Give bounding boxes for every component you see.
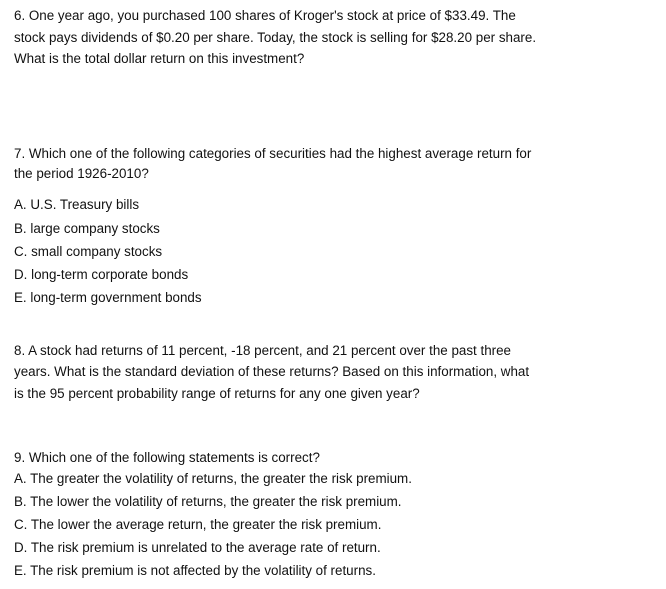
question-7-option-d: D. long-term corporate bonds <box>14 267 189 282</box>
question-8-text-line-3: is the 95 percent probability range of returns for any one given year? <box>14 386 420 401</box>
question-7-option-c: C. small company stocks <box>14 244 163 259</box>
question-7-option-b: B. large company stocks <box>14 221 160 236</box>
question-6-text-line-1: 6. One year ago, you purchased 100 shares of Kroger's stock at price of $33.49. The <box>14 8 516 23</box>
question-6-text-line-2: stock pays dividends of $0.20 per share. Today, the stock is selling for $28.20 per share. <box>14 30 537 45</box>
question-7-text-line-1: 7. Which one of the following categories of securities had the highest average return for <box>14 146 532 161</box>
question-9-option-b: B. The lower the volatility of returns, the greater the risk premium. <box>14 494 402 509</box>
question-9-option-c: C. The lower the average return, the greater the risk premium. <box>14 517 382 532</box>
question-6-text-line-3: What is the total dollar return on this investment? <box>14 51 305 66</box>
question-9-option-d: D. The risk premium is unrelated to the average rate of return. <box>14 540 381 555</box>
question-9-text-line-1: 9. Which one of the following statements is correct? <box>14 450 320 465</box>
question-7-text-line-2: the period 1926-2010? <box>14 166 149 181</box>
question-9-option-e: E. The risk premium is not affected by the volatility of returns. <box>14 563 376 578</box>
question-9-option-a: A. The greater the volatility of returns, the greater the risk premium. <box>14 471 412 486</box>
question-8-text-line-1: 8. A stock had returns of 11 percent, -18 percent, and 21 percent over the past three <box>14 343 512 358</box>
question-7-option-a: A. U.S. Treasury bills <box>14 197 140 212</box>
question-7-option-e: E. long-term government bonds <box>14 290 202 305</box>
question-8-text-line-2: years. What is the standard deviation of these returns? Based on this information, what <box>14 364 530 379</box>
